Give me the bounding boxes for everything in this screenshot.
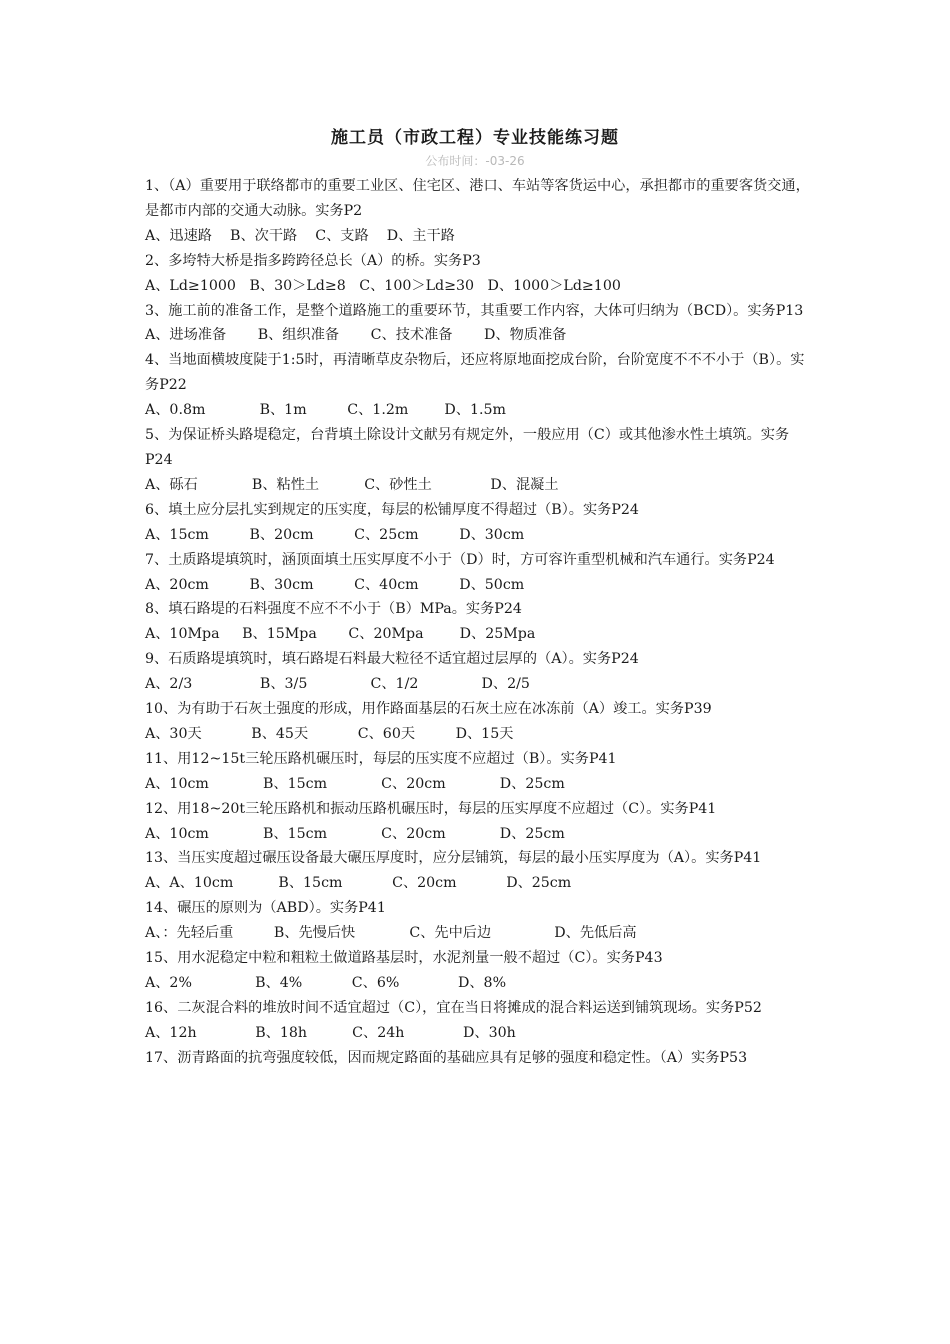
question-text: 3、施工前的准备工作，是整个道路施工的重要环节，其重要工作内容，大体可归纳为（BCD）。实务P13 (145, 302, 804, 319)
question-text: 9、石质路堤填筑时，填石路堤石料最大粒径不适宜超过层厚的（A）。实务P24 (145, 651, 639, 668)
answer-options: A、Ld≥1000 B、30＞Ld≥8 C、100＞Ld≥30 D、1000＞Ld≥100 (145, 277, 621, 294)
question-text: 4、当地面横坡度陡于1:5时，再清晰草皮杂物后，还应将原地面挖成台阶，台阶宽度不不不小于（B）。实务P22 (145, 352, 805, 394)
question-text: 8、填石路堤的石料强度不应不不小于（B）MPa。实务P24 (145, 601, 522, 618)
question-text: 10、为有助于石灰土强度的形成，用作路面基层的石灰土应在冰冻前（A）竣工。实务P39 (145, 701, 712, 718)
answer-options: A、10cm B、15cm C、20cm D、25cm (145, 825, 565, 842)
answer-options: A、2/3 B、3/5 C、1/2 D、2/5 (145, 676, 530, 693)
answer-options: A、A、10cm B、15cm C、20cm D、25cm (145, 875, 572, 892)
question-text: 14、碾压的原则为（ABD）。实务P41 (145, 900, 386, 917)
answer-options: A、10Mpa B、15Mpa C、20Mpa D、25Mpa (145, 626, 536, 643)
question-text: 13、当压实度超过碾压设备最大碾压厚度时，应分层铺筑，每层的最小压实厚度为（A）。实务P41 (145, 850, 762, 867)
question-text: 12、用18~20t三轮压路机和振动压路机碾压时，每层的压实厚度不应超过（C）。实务P41 (145, 800, 717, 817)
question-text: 15、用水泥稳定中粒和粗粒土做道路基层时，水泥剂量一般不超过（C）。实务P43 (145, 950, 663, 967)
answer-options: A、12h B、18h C、24h D、30h (145, 1024, 516, 1041)
question-text: 16、二灰混合料的堆放时间不适宜超过（C），宜在当日将摊成的混合料运送到铺筑现场。实务P52 (145, 999, 762, 1016)
answer-options: A、20cm B、30cm C、40cm D、50cm (145, 576, 525, 593)
question-text: 5、为保证桥头路堤稳定，台背填土除设计文献另有规定外，一般应用（C）或其他渗水性土填筑。实务P24 (145, 427, 790, 468)
question-text: 17、沥青路面的抗弯强度较低，因而规定路面的基础应具有足够的强度和稳定性。（A）实务P53 (145, 1049, 748, 1066)
question-text: 7、土质路堤填筑时，涵顶面填土压实厚度不小于（D）时，方可容许重型机械和汽车通行。实务P24 (145, 551, 775, 568)
question-text: 2、多垮特大桥是指多跨跨径总长（A）的桥。实务P3 (145, 252, 481, 269)
answer-options: A、：先轻后重 B、先慢后快 C、先中后边 D、先低后高 (145, 925, 637, 942)
question-text: 1、（A）重要用于联络都市的重要工业区、住宅区、港口、车站等客货运中心，承担都市的重要客货交通，是都市内部的交通大动脉。实务P2 (145, 178, 810, 219)
answer-options: A、2% B、4% C、6% D、8% (145, 975, 507, 991)
document-title: 施工员（市政工程）专业技能练习题 (331, 128, 619, 148)
answer-options: A、进场准备 B、组织准备 C、技术准备 D、物质准备 (145, 327, 567, 344)
question-text: 6、填土应分层扎实到规定的压实度，每层的松铺厚度不得超过（B）。实务P24 (145, 501, 639, 518)
answer-options: A、砾石 B、粘性土 C、砂性土 D、混凝土 (145, 476, 559, 493)
question-list (145, 174, 813, 1071)
answer-options: A、0.8m B、1m C、1.2m D、1.5m (145, 402, 506, 419)
answer-options: A、迅速路 B、次干路 C、支路 D、主干路 (145, 227, 455, 244)
publish-time: 公布时间：-03-26 (425, 154, 525, 168)
question-text: 11、用12~15t三轮压路机碾压时，每层的压实度不应超过（B）。实务P41 (145, 750, 617, 767)
answer-options: A、30天 B、45天 C、60天 D、15天 (145, 725, 514, 742)
answer-options: A、10cm B、15cm C、20cm D、25cm (145, 775, 565, 792)
answer-options: A、15cm B、20cm C、25cm D、30cm (145, 526, 525, 543)
